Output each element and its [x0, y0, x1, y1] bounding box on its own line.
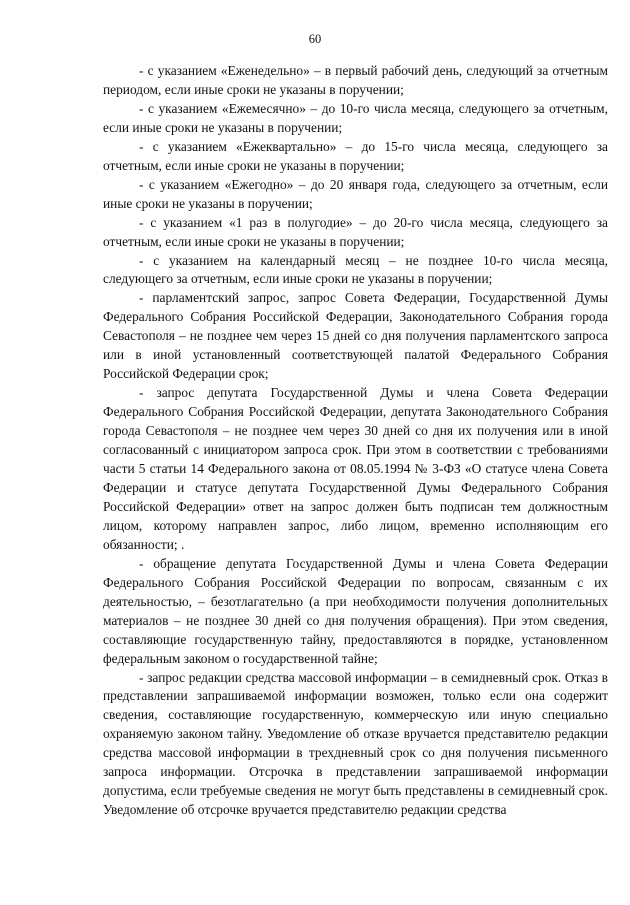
paragraph-monthly: - с указанием «Ежемесячно» – до 10-го числа месяца, следующего за отчетным, если иные сроки не указаны в поручении;: [103, 100, 608, 135]
paragraph-calendar-month: - с указанием на календарный месяц – не позднее 10-го числа месяца, следующего за отчетным, если иные сроки не указаны в поручении;: [103, 252, 608, 287]
paragraph-half-year: - с указанием «1 раз в полугодие» – до 20-го числа месяца, следующего за отчетным, если иные сроки не указаны в поручении;: [103, 214, 608, 249]
paragraph-deputy-request: - запрос депутата Государственной Думы и члена Совета Федерации Федерального Собрания Российской Федерации, депутата Законодательного Собрания города Севастополя – не позднее чем через 30 дней со дня их получения или в иной согласованный с инициатором запроса срок. При этом в соответствии с требованиями части 5 статьи 14 Федерального закона от 08.05.1994 № 3-ФЗ «О статусе члена Совета Федерации и статусе депутата Государственной Думы Федерального Собрания Российской Федерации» ответ на запрос должен быть подписан тем должностным лицом, которому направлен запрос, либо лицом, временно исполняющим его обязанности; .: [103, 385, 608, 552]
paragraph-yearly: - с указанием «Ежегодно» – до 20 января года, следующего за отчетным, если иные сроки не указаны в поручении;: [103, 176, 608, 211]
page-number: 60: [308, 32, 322, 46]
document-body: [103, 62, 608, 820]
paragraph-media-request: - запрос редакции средства массовой информации – в семидневный срок. Отказ в представлении запрашиваемой информации возможен, только если она содержит сведения, составляющие государственную, коммерческую или иную специально охраняемую законом тайну. Уведомление об отказе вручается представителю редакции средства массовой информации в трехдневный срок со дня получения письменного запроса информации. Отсрочка в представлении запрашиваемой информации допустима, если требуемые сведения не могут быть представлены в семидневный срок. Уведомление об отсрочке вручается представителю редакции средства: [103, 669, 608, 818]
paragraph-weekly: - с указанием «Еженедельно» – в первый рабочий день, следующий за отчетным периодом, если иные сроки не указаны в поручении;: [103, 63, 608, 97]
paragraph-deputy-appeal: - обращение депутата Государственной Думы и члена Совета Федерации Федерального Собрания Российской Федерации по вопросам, связанным с их деятельностью, – безотлагательно (а при необходимости получения дополнительных материалов – не позднее 30 дней со дня получения обращения). При этом сведения, составляющие государственную тайну, предоставляются в порядке, установленном федеральным законом о государственной тайне;: [103, 555, 608, 666]
paragraph-quarterly: - с указанием «Ежеквартально» – до 15-го числа месяца, следующего за отчетным, если иные сроки не указаны в поручении;: [103, 138, 608, 173]
paragraph-parliamentary-request: - парламентский запрос, запрос Совета Федерации, Государственной Думы Федерального Собрания Российской Федерации, Законодательного Собрания города Севастополя – не позднее чем через 15 дней со дня получения парламентского запроса или в иной установленный соответствующей палатой Федерального Собрания Российской Федерации срок;: [103, 290, 608, 382]
